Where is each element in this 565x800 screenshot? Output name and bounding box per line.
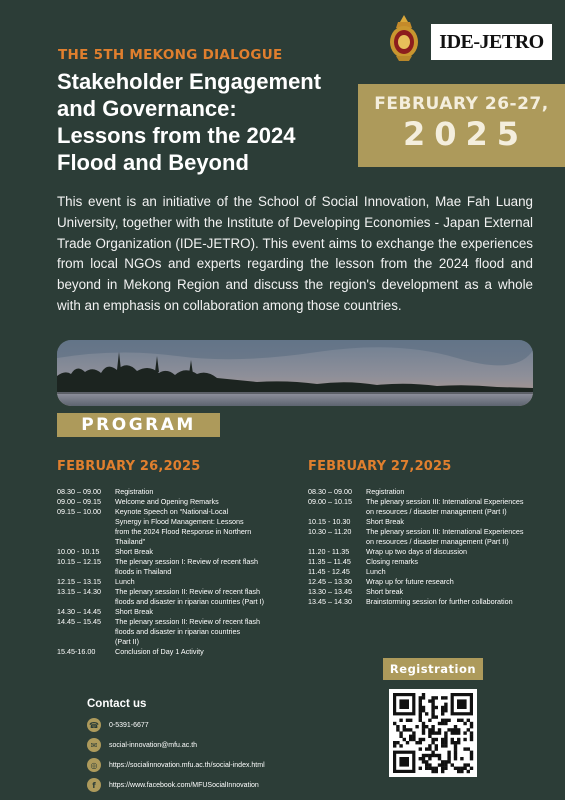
website-link[interactable]: https://socialinnovation.mfu.ac.th/social-index.html — [109, 761, 265, 769]
schedule-activity-line: floods and disaster in riparian countries (Part I) — [115, 597, 265, 606]
contact-website — [87, 755, 377, 775]
schedule-time: 10.00 - 10.15 — [57, 547, 100, 556]
schedule-row — [308, 497, 558, 517]
schedule-activity-line: Short break — [366, 587, 404, 596]
contact-list — [87, 715, 377, 795]
schedule-activity-line: Short Break — [115, 547, 153, 556]
schedule-row — [308, 547, 558, 557]
schedule-activity — [115, 507, 297, 547]
contact-email — [87, 735, 377, 755]
schedule-activity — [366, 527, 558, 547]
schedule-time: 13.30 – 13.45 — [308, 587, 352, 596]
schedule-activity — [366, 577, 558, 587]
schedule-time: 08.30 – 09.00 — [308, 487, 352, 496]
program-label: PROGRAM — [57, 413, 220, 437]
schedule-time: 11.20 - 11.35 — [308, 547, 350, 556]
schedule-time: 13.45 – 14.30 — [308, 597, 352, 606]
schedule-activity — [366, 597, 558, 607]
schedule-activity — [115, 617, 297, 647]
event-title-line: Flood and Beyond — [57, 150, 249, 175]
schedule-activity-line: Lunch — [115, 577, 135, 586]
facebook-link[interactable]: https://www.facebook.com/MFUSocialInnovation — [109, 781, 259, 789]
schedule-row — [57, 647, 297, 657]
schedule-row — [57, 617, 297, 647]
date-year: 2025 — [402, 115, 529, 153]
schedule-activity-line: The plenary session III: International Experiences — [366, 497, 524, 506]
schedule-time: 10.15 - 10.30 — [308, 517, 351, 526]
schedule-activity-line: on resources / disaster management (Part II) — [366, 537, 509, 546]
schedule-time: 09.00 – 09.15 — [57, 497, 101, 506]
schedule-activity — [366, 547, 558, 557]
contact-phone — [87, 715, 377, 735]
date-banner — [358, 84, 565, 167]
schedule-activity — [115, 647, 297, 657]
date-range: FEBRUARY 26-27, — [374, 94, 549, 114]
ide-jetro-logo: IDE-JETRO — [431, 24, 552, 60]
schedule-activity — [366, 497, 558, 517]
schedule-row — [308, 557, 558, 567]
schedule-activity — [115, 587, 297, 607]
schedule-activity-line: Short Break — [115, 607, 153, 616]
river-landscape-photo — [57, 340, 533, 406]
schedule-activity — [115, 487, 297, 497]
email-icon: ✉ — [87, 738, 101, 752]
schedule-activity-line: on resources / disaster management (Part I) — [366, 507, 507, 516]
schedule-activity — [115, 577, 297, 587]
schedule-activity-line: Short Break — [366, 517, 404, 526]
schedule-activity — [366, 517, 558, 527]
schedule-activity — [366, 557, 558, 567]
registration-qr-code[interactable] — [389, 689, 477, 777]
schedule-row — [57, 557, 297, 577]
phone-number: 0-5391-6677 — [109, 721, 149, 729]
schedule-time: 10.15 – 12.15 — [57, 557, 101, 566]
schedule-activity-line: Lunch — [366, 567, 386, 576]
email-link[interactable]: social-innovation@mfu.ac.th — [109, 741, 198, 749]
day2-schedule — [308, 487, 558, 607]
schedule-activity — [115, 497, 297, 507]
event-subtitle: THE 5TH MEKONG DIALOGUE — [58, 47, 283, 63]
schedule-activity-line: Brainstorming session for further collaboration — [366, 597, 513, 606]
event-title-line: Stakeholder Engagement — [57, 69, 322, 94]
schedule-row — [57, 587, 297, 607]
day1-heading: FEBRUARY 26,2025 — [57, 459, 201, 474]
schedule-time: 10.30 – 11.20 — [308, 527, 352, 536]
schedule-time: 08.30 – 09.00 — [57, 487, 101, 496]
facebook-icon: f — [87, 778, 101, 792]
event-title-line: and Governance: — [57, 96, 237, 121]
schedule-time: 11.35 – 11.45 — [308, 557, 351, 566]
schedule-row — [308, 597, 558, 607]
globe-icon: ◎ — [87, 758, 101, 772]
schedule-row — [57, 577, 297, 587]
schedule-time: 12.15 – 13.15 — [57, 577, 101, 586]
schedule-row — [308, 567, 558, 577]
schedule-time: 11.45 - 12.45 — [308, 567, 350, 576]
schedule-activity — [115, 607, 297, 617]
schedule-activity-line: floods in Thailand — [115, 567, 172, 576]
schedule-activity-line: Registration — [115, 487, 154, 496]
schedule-activity-line: The plenary session II: Review of recent flash — [115, 587, 261, 596]
university-seal-icon — [387, 14, 421, 62]
schedule-activity-line: Thailand” — [115, 537, 145, 546]
schedule-activity-line: Wrap up for future research — [366, 577, 454, 586]
registration-label: Registration — [383, 658, 483, 680]
schedule-row — [57, 547, 297, 557]
schedule-activity — [115, 547, 297, 557]
schedule-row — [308, 587, 558, 597]
schedule-time: 12.45 – 13.30 — [308, 577, 352, 586]
event-title-line: Lessons from the 2024 — [57, 123, 296, 148]
schedule-row — [308, 487, 558, 497]
schedule-row — [57, 497, 297, 507]
schedule-activity-line: Registration — [366, 487, 405, 496]
schedule-activity-line: The plenary session I: Review of recent flash — [115, 557, 259, 566]
schedule-activity-line: (Part II) — [115, 637, 139, 646]
schedule-activity-line: Synergy in Flood Management: Lessons — [115, 517, 244, 526]
schedule-activity — [366, 587, 558, 597]
schedule-activity-line: The plenary session II: Review of recent flash — [115, 617, 261, 626]
schedule-activity-line: Keynote Speech on “National-Local — [115, 507, 229, 516]
contact-facebook — [87, 775, 377, 795]
phone-icon: ☎ — [87, 718, 101, 732]
schedule-time: 09.15 – 10.00 — [57, 507, 101, 516]
schedule-activity-line: from the 2024 Flood Response in Northern — [115, 527, 252, 536]
schedule-row — [57, 507, 297, 547]
schedule-row — [308, 527, 558, 547]
schedule-activity-line: The plenary session III: International Experiences — [366, 527, 524, 536]
day2-heading: FEBRUARY 27,2025 — [308, 459, 452, 474]
schedule-row — [308, 517, 558, 527]
schedule-row — [57, 607, 297, 617]
schedule-activity-line: Welcome and Opening Remarks — [115, 497, 219, 506]
schedule-row — [308, 577, 558, 587]
schedule-time: 13.15 – 14.30 — [57, 587, 101, 596]
schedule-time: 14.45 – 15.45 — [57, 617, 101, 626]
schedule-activity-line: floods and disaster in riparian countries — [115, 627, 241, 636]
schedule-activity-line: Wrap up two days of discussion — [366, 547, 467, 556]
day1-schedule — [57, 487, 297, 657]
schedule-activity — [115, 557, 297, 577]
schedule-activity-line: Closing remarks — [366, 557, 418, 566]
schedule-activity — [366, 567, 558, 577]
schedule-row — [57, 487, 297, 497]
schedule-time: 15.45-16.00 — [57, 647, 96, 656]
contact-title: Contact us — [87, 698, 147, 710]
intro-paragraph: This event is an initiative of the School of Social Innovation, Mae Fah Luang University, together with the Institute of Developing Economies - Japan External Trade Organization (IDE-JETRO). This event aims to exchange the experiences from local NGOs and experts regarding the lesson from the 2024 flood and beyond in Mekong Region and discuss the region's development as a whole with an emphasis on collaboration among those countries. — [57, 194, 533, 313]
event-title — [57, 68, 347, 176]
schedule-activity-line: Conclusion of Day 1 Activity — [115, 647, 204, 656]
schedule-activity — [366, 487, 558, 497]
schedule-time: 09.00 – 10.15 — [308, 497, 352, 506]
schedule-time: 14.30 – 14.45 — [57, 607, 101, 616]
